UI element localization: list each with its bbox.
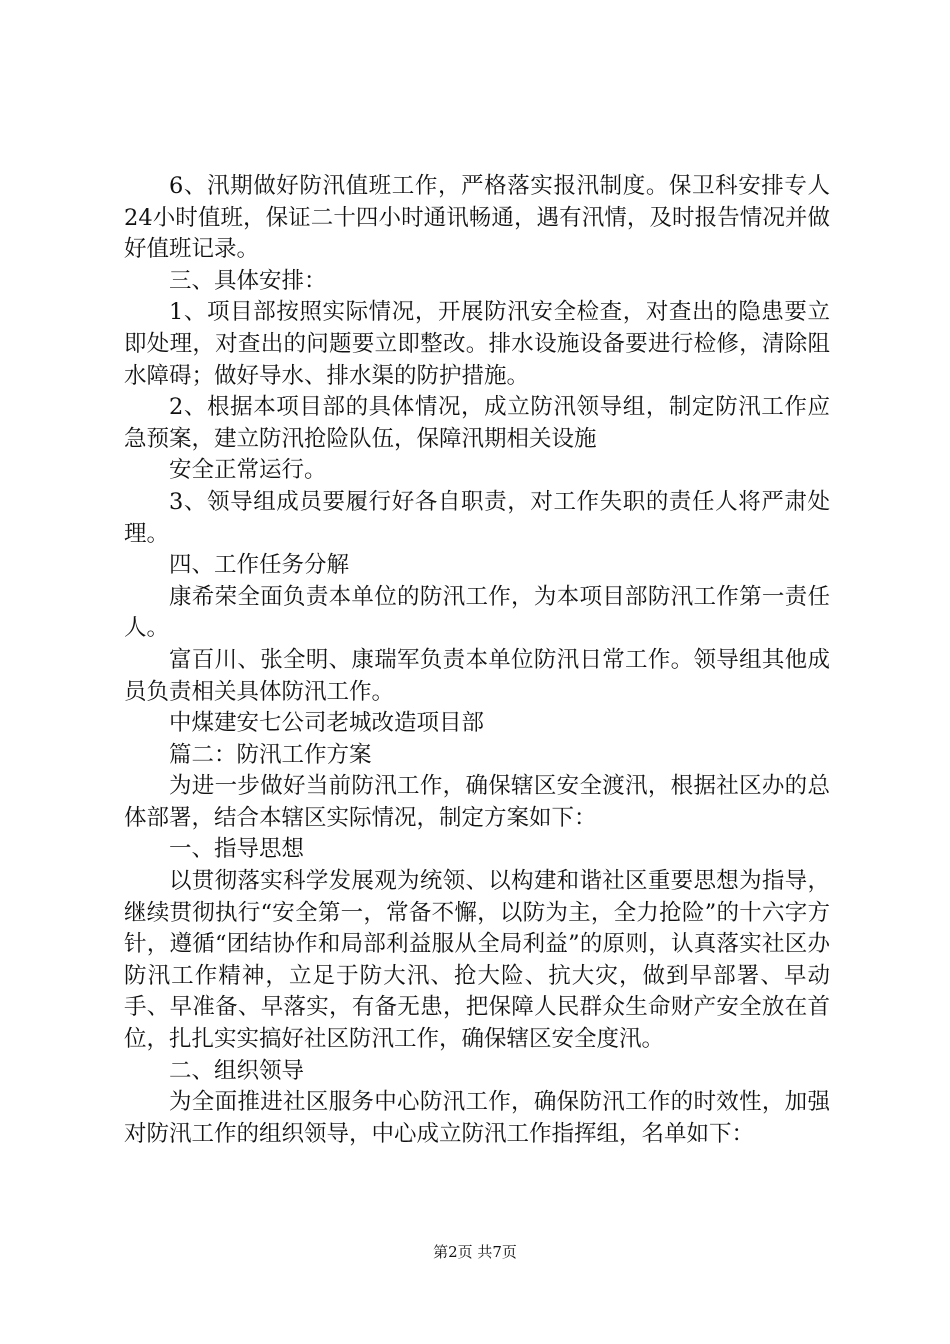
chapter-heading: 篇二：防汛工作方案	[169, 741, 372, 768]
paragraph: 富百川、张全明、康瑞军负责本单位防汛日常工作。领导组其他成员负责相关具体防汛工作。	[124, 646, 830, 705]
paragraph: 为全面推进社区服务中心防汛工作，确保防汛工作的时效性，加强对防汛工作的组织领导，中心成立防汛工作指挥组，名单如下：	[124, 1089, 830, 1147]
section-heading: 三、具体安排：	[169, 267, 327, 294]
section-heading: 一、指导思想	[169, 836, 305, 863]
paragraph: 安全正常运行。	[169, 457, 327, 484]
section-heading: 四、工作任务分解	[169, 552, 350, 579]
section-heading: 二、组织领导	[169, 1057, 305, 1084]
paragraph: 以贯彻落实科学发展观为统领、以构建和谐社区重要思想为指导，继续贯彻执行“安全第一，常备不懈，以防为主，全力抢险”的十六字方针，遵循“团结协作和局部利益服从全局利益”的原则，认真落实社区办防汛工作精神，立足于防大汛、抢大险、抗大灾，做到早部署、早动手、早准备、早落实，有备无患，把保障人民群众生命财产安全放在首位，扎扎实实搞好社区防汛工作，确保辖区安全度汛。	[124, 868, 830, 1053]
paragraph: 为进一步做好当前防汛工作，确保辖区安全渡汛，根据社区办的总体部署，结合本辖区实际情况，制定方案如下：	[124, 773, 830, 831]
paragraph: 康希荣全面负责本单位的防汛工作，为本项目部防汛工作第一责任人。	[124, 583, 830, 642]
signature-line: 中煤建安七公司老城改造项目部	[169, 710, 485, 737]
paragraph: 6、汛期做好防汛值班工作，严格落实报汛制度。保卫科安排专人24小时值班，保证二十四小时通讯畅通，遇有汛情，及时报告情况并做好值班记录。	[124, 173, 830, 263]
paragraph: 1、项目部按照实际情况，开展防汛安全检查，对查出的隐患要立即处理，对查出的问题要立即整改。排水设施设备要进行检修，清除阻水障碍；做好导水、排水渠的防护措施。	[124, 299, 830, 389]
paragraph: 2、根据本项目部的具体情况，成立防汛领导组，制定防汛工作应急预案，建立防汛抢险队伍，保障汛期相关设施	[124, 394, 830, 452]
document-body	[124, 171, 830, 1150]
page-footer: 第2页 共7页	[433, 1243, 517, 1261]
paragraph: 3、领导组成员要履行好各自职责，对工作失职的责任人将严肃处理。	[124, 488, 830, 547]
